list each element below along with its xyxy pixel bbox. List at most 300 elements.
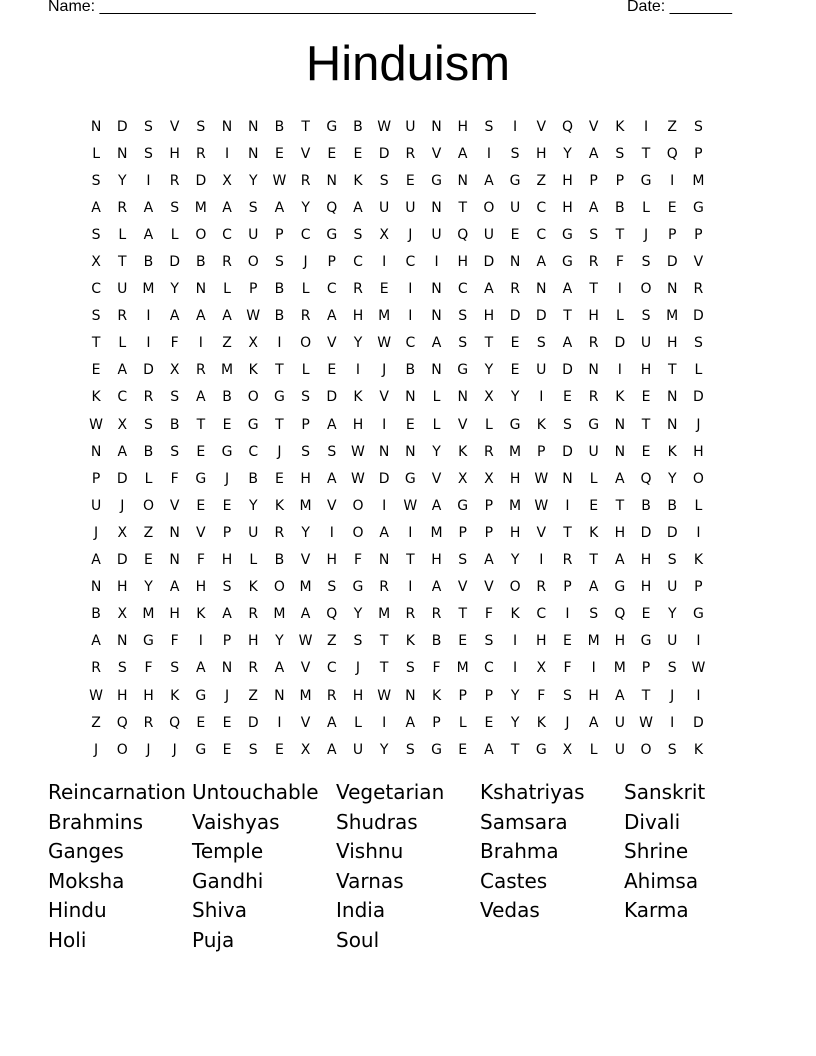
grid-letter: G xyxy=(195,741,207,758)
grid-letter: Y xyxy=(248,172,258,189)
grid-letter: A xyxy=(196,660,206,677)
grid-letter: P xyxy=(275,226,284,243)
grid-letter: M xyxy=(509,497,522,514)
grid-letter: I xyxy=(670,172,675,189)
grid-letter: G xyxy=(535,741,547,758)
grid-letter: E xyxy=(327,362,337,379)
grid-letter: T xyxy=(118,254,127,271)
grid-letter: S xyxy=(222,579,232,596)
grid-letter: S xyxy=(301,389,311,406)
grid-letter: L xyxy=(354,714,362,731)
grid-letter: X xyxy=(457,470,468,487)
grid-letter: W xyxy=(89,416,104,433)
grid-letter: J xyxy=(172,741,177,758)
grid-letter: U xyxy=(667,579,678,596)
grid-letter: M xyxy=(299,579,312,596)
grid-letter: C xyxy=(326,281,337,298)
grid-letter: I xyxy=(539,552,544,569)
grid-letter: W xyxy=(377,118,392,135)
grid-letter: A xyxy=(588,199,599,216)
grid-letter: A xyxy=(431,579,442,596)
grid-letter: W xyxy=(272,172,287,189)
grid-letter: V xyxy=(326,335,337,352)
grid-letter: N xyxy=(117,145,128,162)
grid-letter: T xyxy=(641,416,651,433)
grid-letter: A xyxy=(536,254,547,271)
grid-letter: S xyxy=(458,335,468,352)
grid-letter: A xyxy=(326,741,337,758)
grid-letter: K xyxy=(536,416,546,433)
grid-row xyxy=(83,167,738,194)
word-list-item: Moksha xyxy=(48,868,125,893)
grid-row xyxy=(83,682,738,709)
grid-letter: X xyxy=(91,254,101,271)
grid-letter: U xyxy=(90,497,102,514)
grid-letter: I xyxy=(643,118,649,135)
grid-letter: C xyxy=(248,443,259,460)
grid-letter: V xyxy=(457,416,468,433)
grid-letter: S xyxy=(144,145,153,162)
grid-letter: H xyxy=(352,416,364,433)
grid-letter: N xyxy=(588,362,599,379)
grid-letter: R xyxy=(300,308,311,325)
grid-letter: A xyxy=(615,552,625,569)
grid-letter: G xyxy=(352,579,364,596)
grid-letter: N xyxy=(274,687,285,704)
grid-letter: H xyxy=(169,145,180,162)
grid-letter: R xyxy=(431,606,442,623)
grid-letter: X xyxy=(117,524,128,541)
grid-letter: S xyxy=(589,226,599,243)
grid-letter: D xyxy=(666,254,678,271)
grid-letter: I xyxy=(513,660,518,677)
grid-letter: H xyxy=(169,606,180,623)
grid-letter: E xyxy=(641,606,651,623)
grid-letter: O xyxy=(509,579,521,596)
word-list-item: Reincarnation xyxy=(48,780,186,804)
grid-letter: H xyxy=(640,579,652,596)
grid-letter: T xyxy=(406,552,415,569)
grid-letter: Y xyxy=(667,606,677,623)
grid-letter: N xyxy=(247,145,259,162)
grid-letter: H xyxy=(352,687,364,704)
grid-letter: O xyxy=(142,497,154,514)
grid-letter: I xyxy=(565,606,570,623)
grid-letter: E xyxy=(196,497,206,514)
grid-letter: Y xyxy=(170,281,179,298)
grid-row xyxy=(83,330,738,357)
grid-letter: U xyxy=(405,118,416,135)
grid-letter: N xyxy=(509,254,521,271)
grid-letter: R xyxy=(536,579,547,596)
grid-letter: N xyxy=(431,118,442,135)
grid-letter: I xyxy=(408,524,413,541)
word-list-item: Ahimsa xyxy=(624,868,699,893)
grid-letter: A xyxy=(91,552,101,569)
grid-letter: H xyxy=(693,443,704,460)
grid-letter: I xyxy=(329,524,334,541)
grid-letter: B xyxy=(196,254,206,271)
grid-letter: F xyxy=(537,687,546,704)
grid-letter: U xyxy=(614,714,625,731)
grid-letter: J xyxy=(643,226,649,243)
word-list-item: Hindu xyxy=(48,898,107,923)
grid-letter: V xyxy=(484,579,494,596)
grid-letter: E xyxy=(327,145,337,162)
word-list-item: Shrine xyxy=(624,839,689,864)
grid-letter: I xyxy=(670,714,675,731)
grid-letter: A xyxy=(222,606,232,623)
grid-letter: N xyxy=(378,552,390,569)
grid-letter: K xyxy=(353,389,363,406)
grid-letter: C xyxy=(117,389,128,406)
grid-letter: K xyxy=(615,389,625,406)
grid-letter: S xyxy=(563,416,572,433)
grid-letter: Y xyxy=(379,741,389,758)
grid-letter: O xyxy=(195,226,207,243)
grid-letter: L xyxy=(301,362,310,379)
grid-letter: E xyxy=(196,443,206,460)
grid-letter: B xyxy=(143,443,154,460)
grid-letter: E xyxy=(405,416,415,433)
grid-letter: A xyxy=(484,172,494,189)
grid-letter: S xyxy=(667,741,677,758)
grid-letter: A xyxy=(300,606,311,623)
grid-letter: V xyxy=(536,524,547,541)
grid-letter: D xyxy=(562,362,573,379)
grid-letter: N xyxy=(457,172,468,189)
grid-row xyxy=(83,574,738,601)
grid-letter: L xyxy=(694,497,703,514)
grid-letter: T xyxy=(458,199,467,216)
grid-letter: I xyxy=(382,714,387,731)
grid-letter: I xyxy=(434,254,439,271)
grid-letter: K xyxy=(196,606,206,623)
grid-letter: K xyxy=(615,118,625,135)
grid-letter: H xyxy=(326,552,338,569)
grid-letter: W xyxy=(377,335,392,352)
grid-letter: B xyxy=(274,308,285,325)
grid-letter: N xyxy=(378,443,390,460)
grid-letter: T xyxy=(563,524,572,541)
grid-letter: Y xyxy=(353,335,363,352)
grid-letter: U xyxy=(614,741,625,758)
grid-letter: A xyxy=(196,389,206,406)
grid-letter: O xyxy=(247,389,259,406)
grid-letter: O xyxy=(692,470,704,487)
grid-letter: D xyxy=(509,308,521,325)
grid-letter: T xyxy=(196,416,206,433)
grid-letter: N xyxy=(221,660,233,677)
grid-letter: P xyxy=(91,470,101,487)
grid-letter: N xyxy=(326,172,338,189)
grid-letter: H xyxy=(431,552,442,569)
grid-letter: Y xyxy=(301,524,310,541)
grid-letter: E xyxy=(222,714,232,731)
grid-letter: B xyxy=(169,416,180,433)
grid-letter: P xyxy=(222,524,232,541)
grid-letter: Y xyxy=(510,552,520,569)
grid-letter: I xyxy=(198,335,203,352)
grid-letter: S xyxy=(667,660,677,677)
grid-letter: K xyxy=(667,443,677,460)
grid-letter: D xyxy=(247,714,259,731)
grid-letter: K xyxy=(693,552,703,569)
grid-letter: G xyxy=(588,416,600,433)
grid-letter: C xyxy=(457,281,468,298)
grid-letter: U xyxy=(509,199,521,216)
grid-letter: W xyxy=(351,443,365,460)
grid-letter: I xyxy=(486,145,491,162)
grid-letter: N xyxy=(90,443,102,460)
grid-letter: P xyxy=(694,145,703,162)
grid-letter: T xyxy=(589,281,598,298)
grid-letter: Y xyxy=(248,497,258,514)
grid-letter: D xyxy=(116,118,128,135)
grid-letter: S xyxy=(641,308,651,325)
word-list-item: Karma xyxy=(624,898,689,923)
grid-letter: I xyxy=(696,687,701,704)
grid-letter: W xyxy=(403,497,418,514)
grid-letter: D xyxy=(614,335,626,352)
grid-letter: S xyxy=(144,118,153,135)
grid-letter: I xyxy=(408,579,413,596)
grid-letter: S xyxy=(170,199,180,216)
grid-letter: S xyxy=(248,741,258,758)
grid-letter: H xyxy=(614,524,626,541)
grid-letter: G xyxy=(509,416,521,433)
grid-letter: Z xyxy=(222,335,232,352)
grid-letter: I xyxy=(146,335,151,352)
grid-letter: I xyxy=(617,362,622,379)
grid-letter: E xyxy=(222,741,232,758)
grid-letter: V xyxy=(196,524,206,541)
grid-letter: H xyxy=(143,687,154,704)
word-list-item: Ganges xyxy=(48,839,124,864)
grid-row xyxy=(83,465,738,492)
grid-letter: Q xyxy=(614,606,626,623)
word-list-item: Untouchable xyxy=(192,780,319,804)
grid-row xyxy=(83,655,738,682)
grid-row xyxy=(83,140,738,167)
grid-letter: I xyxy=(408,308,413,325)
grid-letter: D xyxy=(483,254,495,271)
grid-row xyxy=(83,519,738,546)
grid-letter: S xyxy=(170,660,180,677)
grid-letter: L xyxy=(432,389,441,406)
grid-letter: I xyxy=(617,281,622,298)
grid-letter: L xyxy=(118,335,127,352)
grid-letter: R xyxy=(117,308,128,325)
grid-letter: K xyxy=(405,633,415,650)
grid-letter: L xyxy=(144,470,153,487)
grid-letter: L xyxy=(301,281,310,298)
grid-letter: T xyxy=(563,308,572,325)
grid-letter: Y xyxy=(301,199,310,216)
grid-letter: A xyxy=(379,524,389,541)
grid-letter: I xyxy=(146,172,151,189)
grid-letter: A xyxy=(117,362,128,379)
grid-letter: I xyxy=(565,497,570,514)
grid-letter: E xyxy=(274,741,284,758)
grid-row xyxy=(83,303,738,330)
grid-letter: I xyxy=(382,497,387,514)
grid-letter: P xyxy=(615,172,625,189)
grid-letter: S xyxy=(170,389,180,406)
grid-letter: V xyxy=(693,254,704,271)
grid-letter: S xyxy=(327,443,337,460)
grid-letter: C xyxy=(536,226,547,243)
grid-letter: H xyxy=(483,308,495,325)
grid-letter: G xyxy=(195,687,207,704)
grid-letter: V xyxy=(379,389,389,406)
grid-letter: I xyxy=(696,633,701,650)
grid-letter: S xyxy=(117,660,127,677)
grid-letter: Z xyxy=(536,172,547,189)
grid-letter: T xyxy=(641,687,651,704)
grid-letter: X xyxy=(117,606,128,623)
grid-letter: Y xyxy=(432,443,441,460)
grid-letter: G xyxy=(404,470,416,487)
grid-letter: H xyxy=(588,308,599,325)
grid-letter: B xyxy=(274,552,285,569)
grid-letter: G xyxy=(509,172,521,189)
grid-letter: M xyxy=(142,281,155,298)
grid-letter: D xyxy=(116,470,128,487)
grid-letter: F xyxy=(170,335,179,352)
word-list-item: Vegetarian xyxy=(336,780,445,804)
name-field-label: Name: _________________________________________________ xyxy=(48,0,536,15)
grid-letter: S xyxy=(327,579,337,596)
grid-letter: A xyxy=(484,281,494,298)
grid-letter: Q xyxy=(169,714,181,731)
grid-letter: P xyxy=(432,714,441,731)
grid-letter: W xyxy=(639,714,653,731)
grid-letter: R xyxy=(510,281,520,298)
grid-letter: A xyxy=(457,145,468,162)
grid-letter: H xyxy=(562,199,573,216)
grid-letter: S xyxy=(196,118,206,135)
grid-letter: L xyxy=(118,226,127,243)
grid-letter: A xyxy=(196,308,206,325)
grid-letter: Z xyxy=(667,118,678,135)
grid-letter: G xyxy=(457,497,469,514)
grid-letter: P xyxy=(641,660,651,677)
grid-letter: E xyxy=(458,633,468,650)
grid-letter: D xyxy=(378,470,390,487)
grid-letter: H xyxy=(509,524,521,541)
grid-letter: F xyxy=(563,660,572,677)
grid-letter: A xyxy=(484,741,494,758)
grid-letter: H xyxy=(457,118,468,135)
grid-letter: H xyxy=(352,308,364,325)
grid-letter: Y xyxy=(484,362,494,379)
grid-letter: S xyxy=(563,687,572,704)
grid-letter: K xyxy=(589,524,599,541)
grid-letter: A xyxy=(169,579,180,596)
grid-letter: D xyxy=(640,524,652,541)
grid-letter: N xyxy=(405,389,416,406)
grid-letter: A xyxy=(353,199,363,216)
grid-letter: A xyxy=(274,660,285,677)
word-list-item: Castes xyxy=(480,868,548,893)
grid-letter: A xyxy=(484,552,494,569)
grid-letter: H xyxy=(640,362,652,379)
grid-letter: T xyxy=(484,335,494,352)
grid-letter: P xyxy=(694,226,703,243)
grid-letter: R xyxy=(222,254,232,271)
grid-letter: S xyxy=(353,633,363,650)
grid-letter: N xyxy=(90,118,102,135)
grid-letter: I xyxy=(146,308,151,325)
grid-letter: U xyxy=(117,281,128,298)
word-list-item: Gandhi xyxy=(192,868,264,893)
grid-letter: M xyxy=(273,606,286,623)
grid-letter: S xyxy=(405,660,415,677)
grid-letter: H xyxy=(562,172,573,189)
grid-letter: N xyxy=(169,524,180,541)
grid-letter: V xyxy=(457,579,468,596)
grid-letter: L xyxy=(432,416,441,433)
grid-letter: H xyxy=(640,552,652,569)
grid-letter: A xyxy=(117,443,128,460)
grid-letter: W xyxy=(691,660,706,677)
grid-letter: C xyxy=(405,335,416,352)
grid-letter: P xyxy=(563,579,572,596)
grid-letter: G xyxy=(692,199,704,216)
grid-letter: C xyxy=(484,660,494,677)
grid-letter: N xyxy=(117,633,128,650)
grid-letter: T xyxy=(379,633,389,650)
grid-letter: E xyxy=(563,389,572,406)
grid-letter: R xyxy=(117,199,128,216)
grid-letter: C xyxy=(353,254,363,271)
grid-letter: S xyxy=(91,226,101,243)
grid-letter: B xyxy=(274,118,285,135)
grid-letter: N xyxy=(405,687,416,704)
grid-letter: Y xyxy=(510,714,520,731)
grid-letter: M xyxy=(456,660,469,677)
grid-letter: L xyxy=(589,470,598,487)
grid-letter: S xyxy=(405,741,415,758)
grid-letter: E xyxy=(667,199,677,216)
grid-letter: D xyxy=(378,145,390,162)
grid-letter: X xyxy=(248,335,259,352)
grid-letter: J xyxy=(224,470,230,487)
grid-letter: V xyxy=(169,497,180,514)
grid-letter: X xyxy=(222,172,232,189)
grid-letter: D xyxy=(195,172,207,189)
grid-letter: B xyxy=(248,470,259,487)
grid-row xyxy=(83,492,738,519)
grid-letter: N xyxy=(221,118,233,135)
grid-letter: Q xyxy=(326,606,338,623)
grid-letter: F xyxy=(170,633,179,650)
grid-letter: U xyxy=(483,226,495,243)
grid-letter: A xyxy=(588,145,599,162)
grid-letter: H xyxy=(300,470,311,487)
grid-letter: S xyxy=(667,552,677,569)
grid-letter: S xyxy=(91,308,101,325)
grid-letter: S xyxy=(484,118,494,135)
grid-letter: R xyxy=(405,145,416,162)
grid-letter: Q xyxy=(326,199,338,216)
grid-letter: S xyxy=(510,145,520,162)
grid-letter: G xyxy=(431,741,442,758)
grid-letter: N xyxy=(431,308,442,325)
grid-letter: X xyxy=(484,470,494,487)
grid-letter: S xyxy=(248,199,258,216)
